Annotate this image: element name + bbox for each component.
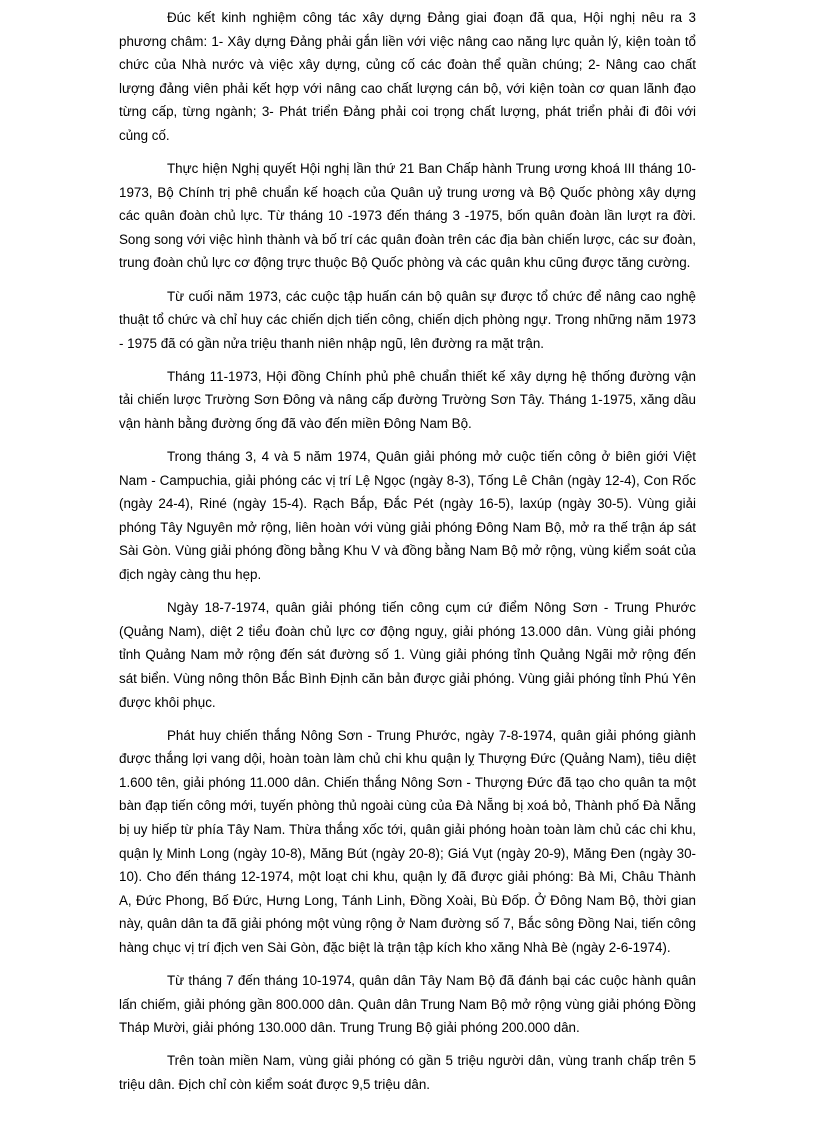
document-page — [119, 6, 696, 1106]
paragraph-7: Phát huy chiến thắng Nông Sơn - Trung Phước, ngày 7-8-1974, quân giải phóng giành được thắng lợi vang dội, hoàn toàn làm chủ chi khu quận lỵ Thượng Đức (Quảng Nam), tiêu diệt 1.600 tên, giải phóng 11.000 dân. Chiến thắng Nông Sơn - Thượng Đức đã tạo cho quân ta một bàn đạp tiến công mới, tuyến phòng thủ ngoài cùng của Đà Nẵng bị xoá bỏ, Thành phố Đà Nẵng bị uy hiếp từ phía Tây Nam. Thừa thắng xốc tới, quân giải phóng hoàn toàn làm chủ các chi khu, quận lỵ Minh Long (ngày 10-8), Măng Bút (ngày 20-8); Giá Vụt (ngày 20-9), Măng Đen (ngày 30-10). Cho đến tháng 12-1974, một loạt chi khu, quận lỵ đã được giải phóng: Bà Mi, Châu Thành A, Đức Phong, Bố Đức, Hưng Long, Tánh Linh, Đồng Xoài, Bù Đốp. Ở Đông Nam Bộ, thời gian này, quân dân ta đã giải phóng một vùng rộng ở Nam đường số 7, Bắc sông Đồng Nai, tiến công hàng chục vị trí địch ven Sài Gòn, đặc biệt là trận tập kích kho xăng Nhà Bè (ngày 2-6-1974). — [119, 727, 696, 955]
paragraph-1: Đúc kết kinh nghiệm công tác xây dựng Đảng giai đoạn đã qua, Hội nghị nêu ra 3 phương châm: 1- Xây dựng Đảng phải gắn liền với việc nâng cao năng lực quản lý, kiện toàn tổ chức của Nhà nước và việc xây dựng, củng cố các đoàn thể quần chúng; 2- Nâng cao chất lượng đảng viên phải kết hợp với nâng cao chất lượng cán bộ, với kiện toàn cơ quan lãnh đạo từng cấp, từng ngành; 3- Phát triển Đảng phải coi trọng chất lượng, phát triển phải đi đôi với củng cố. — [119, 10, 696, 143]
paragraph-3: Từ cuối năm 1973, các cuộc tập huấn cán bộ quân sự được tổ chức để nâng cao nghệ thuật tổ chức và chỉ huy các chiến dịch tiến công, chiến dịch phòng ngự. Trong những năm 1973 - 1975 đã có gần nửa triệu thanh niên nhập ngũ, lên đường ra mặt trận. — [119, 288, 696, 351]
paragraph-4: Tháng 11-1973, Hội đồng Chính phủ phê chuẩn thiết kế xây dựng hệ thống đường vận tải chiến lược Trường Sơn Đông và nâng cấp đường Trường Sơn Tây. Tháng 1-1975, xăng dầu vận hành bằng đường ống đã vào đến miền Đông Nam Bộ. — [119, 368, 696, 431]
paragraph-6: Ngày 18-7-1974, quân giải phóng tiến công cụm cứ điểm Nông Sơn - Trung Phước (Quảng Nam), diệt 2 tiểu đoàn chủ lực cơ động nguỵ, giải phóng 13.000 dân. Vùng giải phóng tỉnh Quảng Nam mở rộng đến sát đường số 1. Vùng giải phóng tỉnh Quảng Ngãi mở rộng đến sát biển. Vùng nông thôn Bắc Bình Định căn bản được giải phóng. Vùng giải phóng tỉnh Phú Yên được khôi phục. — [119, 600, 696, 710]
paragraph-9: Trên toàn miền Nam, vùng giải phóng có gần 5 triệu người dân, vùng tranh chấp trên 5 triệu dân. Địch chỉ còn kiểm soát được 9,5 triệu dân. — [119, 1053, 696, 1092]
paragraph-5: Trong tháng 3, 4 và 5 năm 1974, Quân giải phóng mở cuộc tiến công ở biên giới Việt Nam - Campuchia, giải phóng các vị trí Lệ Ngọc (ngày 8-3), Tống Lê Chân (ngày 12-4), Con Rốc (ngày 24-4), Riné (ngày 15-4). Rạch Bắp, Đắc Pét (ngày 16-5), laxúp (ngày 30-5). Vùng giải phóng Tây Nguyên mở rộng, liên hoàn với vùng giải phóng Đông Nam Bộ, mở ra thế trận áp sát Sài Gòn. Vùng giải phóng đồng bằng Khu V và đồng bằng Nam Bộ mở rộng, vùng kiểm soát của địch ngày càng thu hẹp. — [119, 449, 696, 583]
paragraph-2: Thực hiện Nghị quyết Hội nghị lần thứ 21 Ban Chấp hành Trung ương khoá III tháng 10-1973, Bộ Chính trị phê chuẩn kế hoạch của Quân uỷ trung ương và Bộ Quốc phòng xây dựng các quân đoàn chủ lực. Từ tháng 10 -1973 đến tháng 3 -1975, bốn quân đoàn lần lượt ra đời. Song song với việc hình thành và bố trí các quân đoàn trên các địa bàn chiến lược, các sư đoàn, trung đoàn chủ lực cơ động trực thuộc Bộ Quốc phòng và các quân khu cũng được tăng cường. — [119, 161, 696, 271]
paragraph-8: Từ tháng 7 đến tháng 10-1974, quân dân Tây Nam Bộ đã đánh bại các cuộc hành quân lấn chiếm, giải phóng gần 800.000 dân. Quân dân Trung Nam Bộ mở rộng vùng giải phóng Đồng Tháp Mười, giải phóng 130.000 dân. Trung Trung Bộ giải phóng 200.000 dân. — [119, 973, 696, 1036]
